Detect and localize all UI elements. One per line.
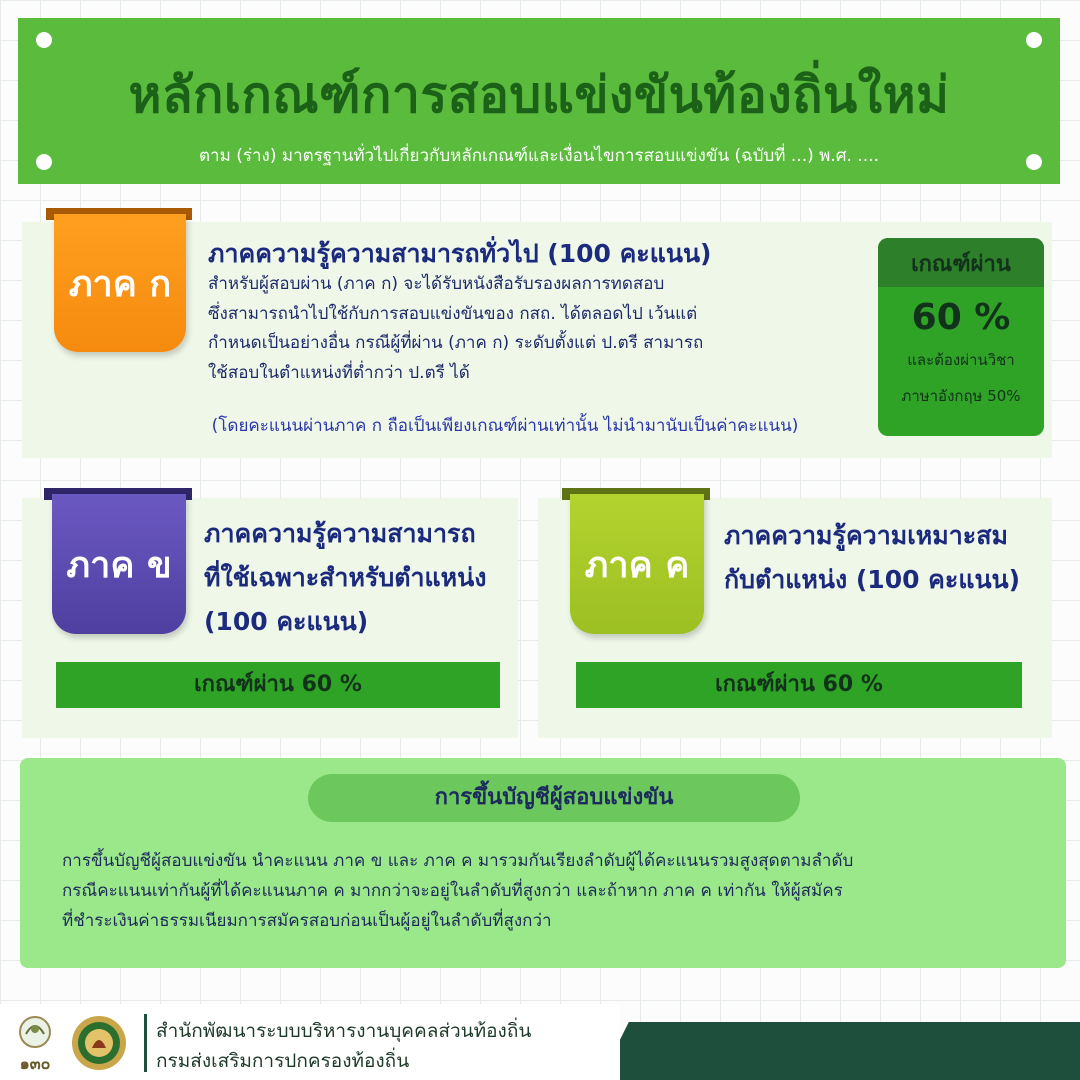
part-a-heading: ภาคความรู้ความสามารถทั่วไป (100 คะแนน) (208, 239, 712, 268)
listing-line: ที่ชำระเงินค่าธรรมเนียมการสมัครสอบก่อนเป็นผู้อยู่ในลำดับที่สูงกว่า (62, 911, 552, 931)
listing-line: การขึ้นบัญชีผู้สอบแข่งขัน นำคะแนน ภาค ข และ ภาค ค มารวมกันเรียงลำดับผู้ได้คะแนนรวมสูงสุดตามลำดับ (62, 851, 854, 871)
part-a-body-line: ซึ่งสามารถนำไปใช้กับการสอบแข่งขันของ กสถ. ได้ตลอดไป เว้นแต่ (208, 303, 698, 324)
part-a-tag: ภาค ก (54, 214, 186, 352)
footer-divider (144, 1014, 147, 1072)
part-a-body (208, 270, 703, 388)
page-title: หลักเกณฑ์การสอบแข่งขันท้องถิ่นใหม่ (128, 66, 950, 124)
part-c-heading-line: ภาคความรู้ความเหมาะสม (724, 521, 1008, 550)
part-a-note: (โดยคะแนนผ่านภาค ก ถือเป็นเพียงเกณฑ์ผ่านเท่านั้น ไม่นำมานับเป็นค่าคะแนน) (211, 416, 799, 436)
listing-body (62, 846, 1052, 936)
footer-text (156, 1016, 531, 1076)
part-b-heading (204, 512, 486, 644)
part-a-body-line: กำหนดเป็นอย่างอื่น กรณีผู้ที่ผ่าน (ภาค ก) ระดับตั้งแต่ ป.ตรี สามารถ (208, 333, 704, 353)
part-c-heading (724, 514, 1020, 602)
footer-accent (600, 1022, 1080, 1080)
listing-line: กรณีคะแนนเท่ากันผู้ที่ได้คะแนนภาค ค มากกว่าจะอยู่ในลำดับที่สูงกว่า และถ้าหาก ภาค ค เท่ากัน ให้ผู้สมัคร (62, 881, 843, 901)
part-b-heading-line: ภาคความรู้ความสามารถ (204, 519, 476, 548)
part-a-criteria-extra: และต้องผ่านวิชา (907, 351, 1015, 369)
part-b-criteria-bar: เกณฑ์ผ่าน 60 % (56, 662, 500, 708)
part-a-criteria-box (878, 238, 1044, 436)
department-seal-icon (70, 1014, 128, 1072)
part-b-heading-line: ที่ใช้เฉพาะสำหรับตำแหน่ง (204, 563, 487, 592)
part-b-heading-line: (100 คะแนน) (204, 607, 369, 636)
part-a-body-line: ใช้สอบในตำแหน่งที่ต่ำกว่า ป.ตรี ได้ (208, 362, 470, 383)
page-subtitle: ตาม (ร่าง) มาตรฐานทั่วไปเกี่ยวกับหลักเกณฑ์และเงื่อนไขการสอบแข่งขัน (ฉบับที่ ...) พ.ศ. .... (199, 146, 879, 166)
header-banner (18, 18, 1060, 184)
part-a-criteria-extra: ภาษาอังกฤษ 50% (901, 387, 1021, 405)
part-c-tag: ภาค ค (570, 494, 704, 634)
part-c-criteria-bar: เกณฑ์ผ่าน 60 % (576, 662, 1022, 708)
pin-dot-icon (1026, 32, 1042, 48)
part-b-tag: ภาค ข (52, 494, 186, 634)
part-a-body-line: สำหรับผู้สอบผ่าน (ภาค ก) จะได้รับหนังสือรับรองผลการทดสอบ (208, 274, 665, 294)
part-a-criteria-value: 60 % (911, 297, 1011, 338)
footer-line: กรมส่งเสริมการปกครองท้องถิ่น (156, 1050, 410, 1072)
listing-title: การขึ้นบัญชีผู้สอบแข่งขัน (308, 774, 800, 822)
footer-line: สำนักพัฒนาระบบบริหารงานบุคคลส่วนท้องถิ่น (156, 1020, 532, 1042)
part-c-heading-line: กับตำแหน่ง (100 คะแนน) (724, 565, 1021, 594)
anniversary-logo-text: ๑๓๐ (19, 1054, 51, 1073)
part-a-criteria-label: เกณฑ์ผ่าน (878, 238, 1044, 287)
pin-dot-icon (36, 32, 52, 48)
